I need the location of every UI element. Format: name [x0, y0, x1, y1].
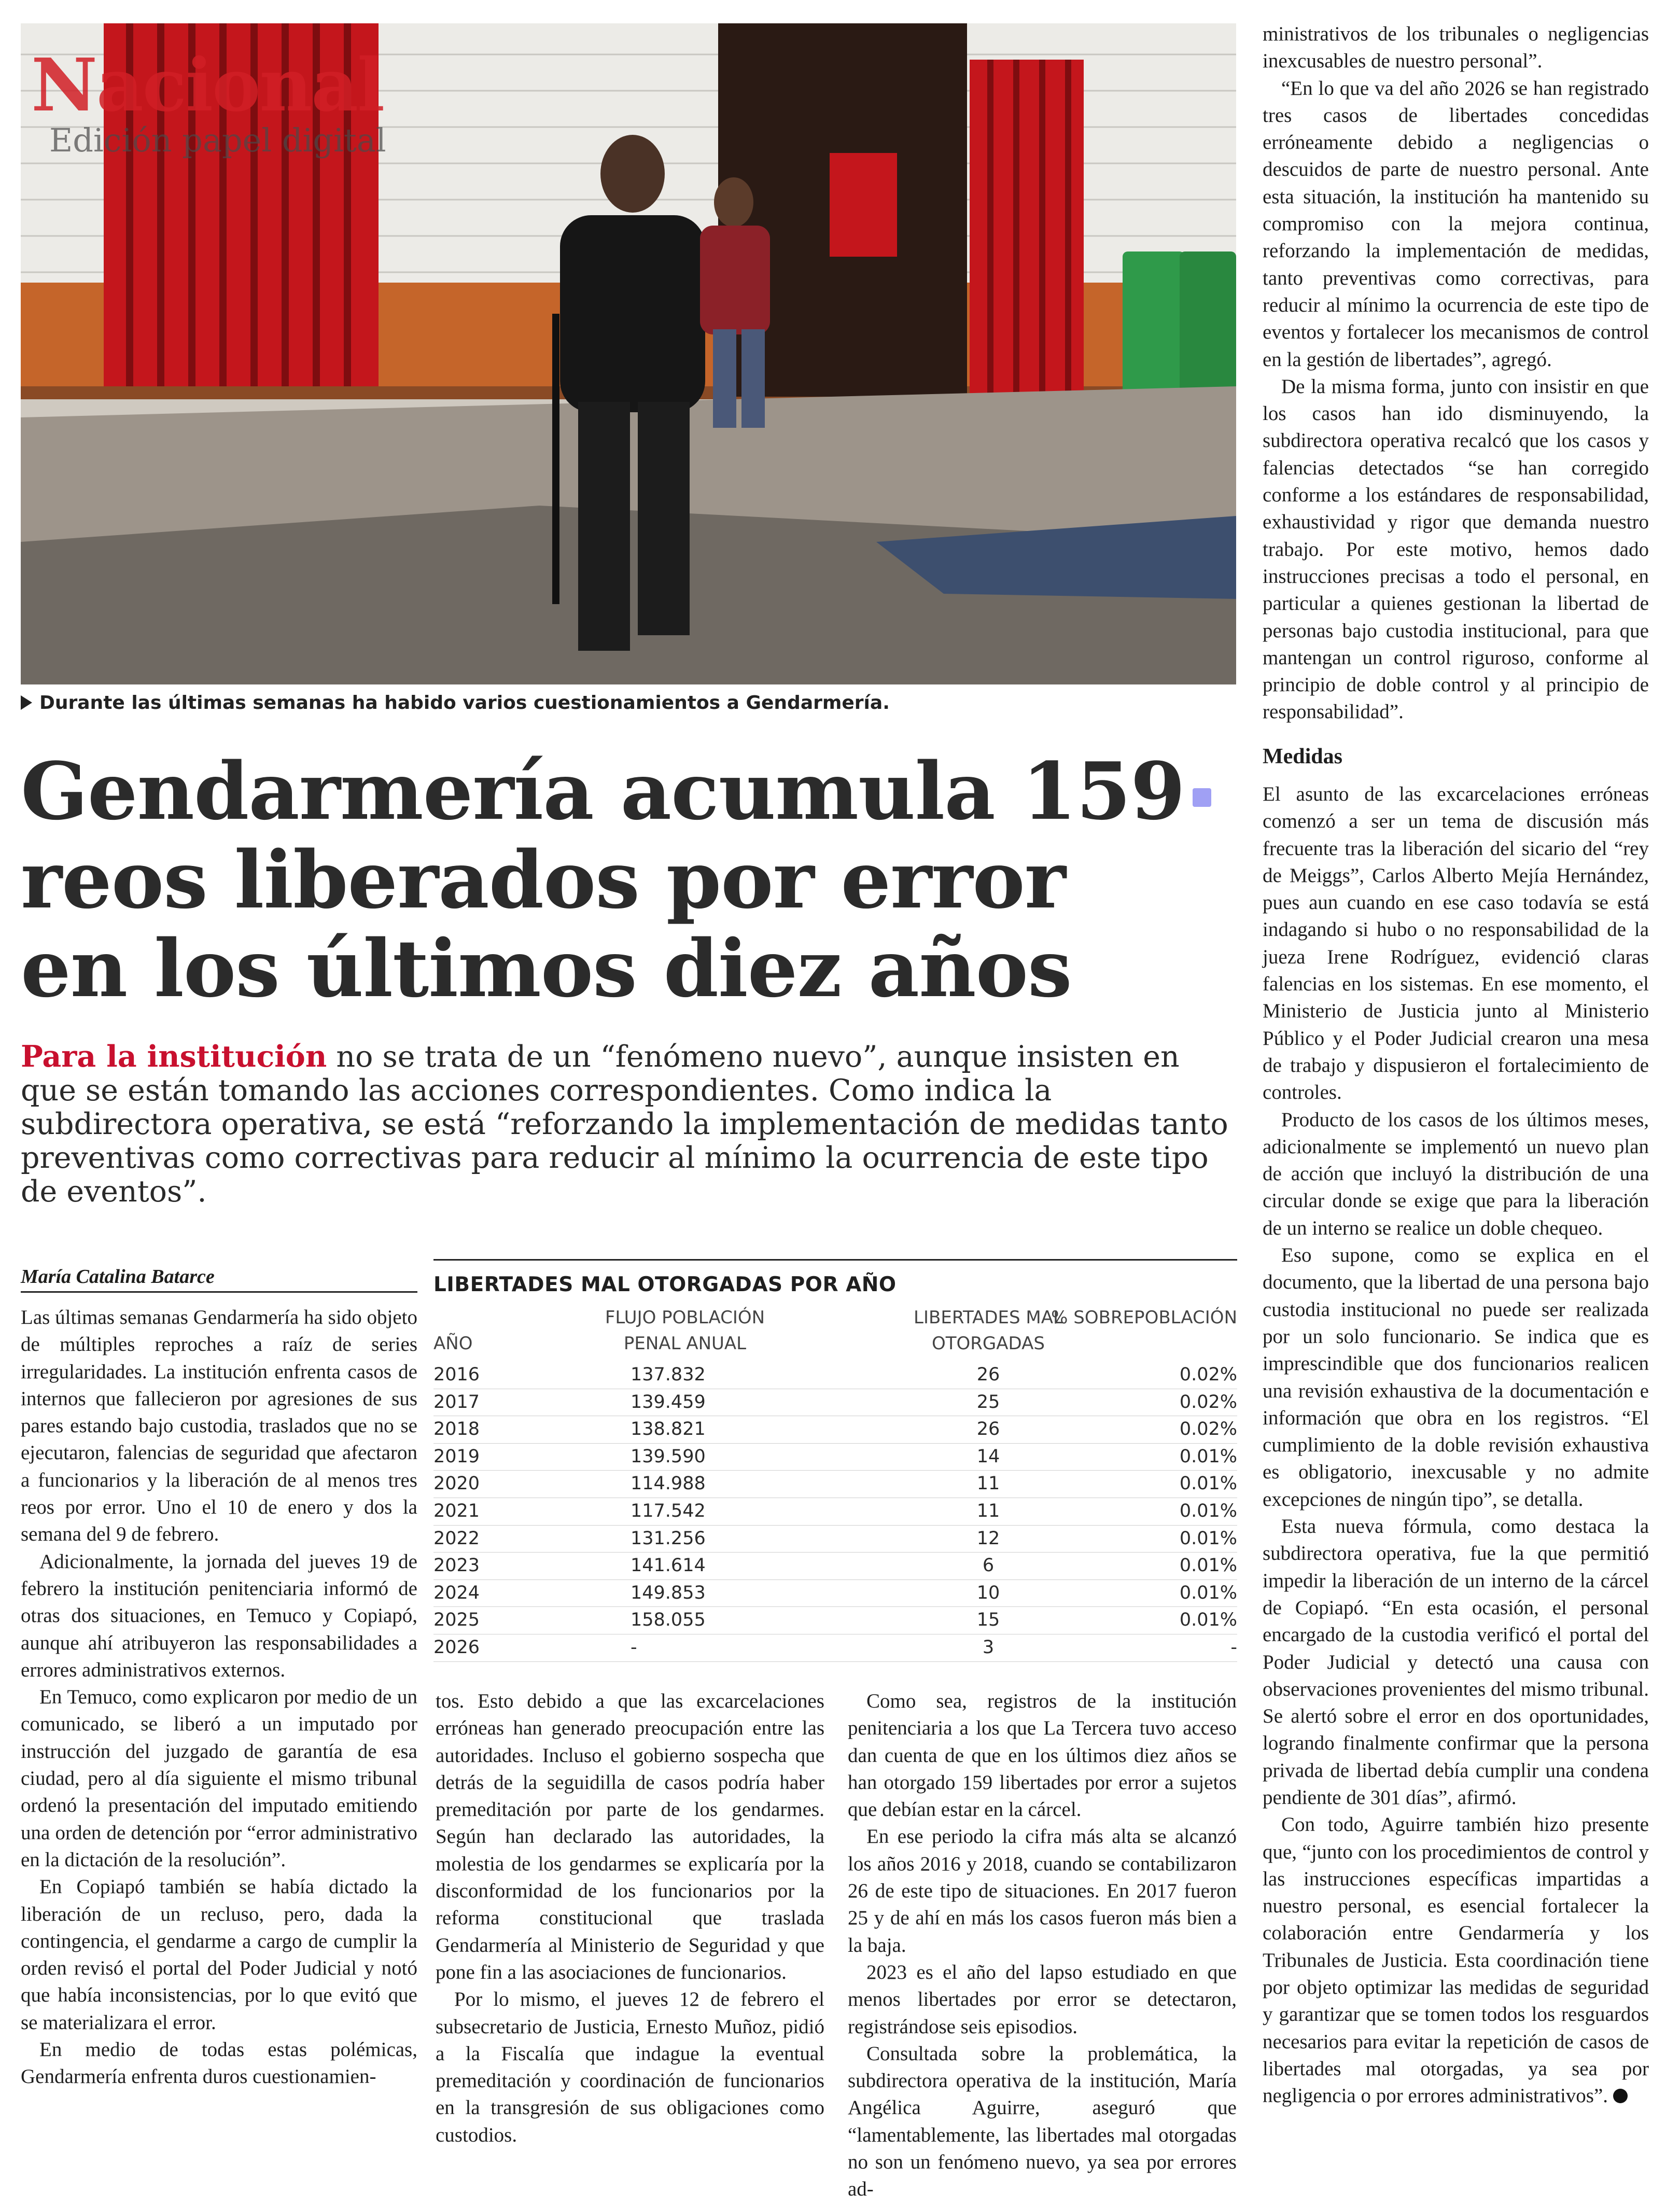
paragraph: Consultada sobre la problemática, la subdirectora operativa de la institución, María Angélica Aguirre, aseguró que “lamentablemente, las libertades mal otorgadas no son un fenómeno nuevo, ya sea por errores ad-	[848, 2042, 1237, 2201]
cell-year: 2017	[433, 1391, 480, 1413]
cell-year: 2018	[433, 1419, 480, 1440]
table-title: LIBERTADES MAL OTORGADAS POR AÑO	[433, 1273, 897, 1296]
cell-percent: 0.02%	[1179, 1364, 1237, 1385]
table-row	[433, 1553, 1237, 1580]
cell-year: 2024	[433, 1582, 480, 1603]
cell-libertades: 15	[976, 1610, 1000, 1631]
cell-year: 2019	[433, 1446, 480, 1467]
edition-label: Edición papel digital	[49, 121, 386, 159]
cell-libertades: 14	[976, 1446, 1000, 1467]
cell-libertades: 26	[976, 1364, 1000, 1385]
cell-flow: 141.614	[631, 1555, 706, 1576]
paragraph: En medio de todas estas polémicas, Gendarmería enfrenta duros cuestionamien-	[21, 2038, 417, 2088]
table-row	[433, 1634, 1237, 1662]
header-pct: % SOBREPOBLACIÓN	[1051, 1307, 1237, 1328]
paragraph: En Copiapó también se había dictado la liberación de un recluso, pero, dada la contingencia, el gendarme a cargo de cumplir la orden revisó el portal del Poder Judicial y notó que había inconsistencias, por lo que evitó que se materializara el error.	[21, 1876, 417, 2034]
paragraph: “En lo que va del año 2026 se han registrado tres casos de libertades concedidas erróneamente debido a negligencias o descuidos de parte de nuestro personal. Ante esta situación, la institución ha mantenido su compromiso con la mejora continua, reforzando la implementación de medidas, tanto preventivas como correctivas, para reducir al mínimo la ocurrencia de este tipo de eventos y fortalecer los mecanismos de control en la gestión de libertades”, agregó.	[1263, 77, 1649, 371]
cell-percent: 0.01%	[1179, 1500, 1237, 1521]
paragraph: Eso supone, como se explica en el documento, que la libertad de una persona bajo custodia institucional no puede ser realizada por un solo funcionario. Se indica que es imprescindible que dos funcionarios realicen una revisión exhaustiva de la documentación e información que obra en los registros. “El cumplimiento de la doble revisión exhaustiva es obligatorio, inexcusable y no admite excepciones de ningún tipo”, se detalla.	[1263, 1244, 1649, 1511]
paragraph: ministrativos de los tribunales o negligencias inexcusables de nuestro personal”.	[1263, 23, 1649, 73]
header-flow-1: FLUJO POBLACIÓN	[605, 1307, 765, 1328]
table-row	[433, 1607, 1237, 1634]
paragraph: Como sea, registros de la institución penitenciaria a los que La Tercera tuvo acceso dan cuenta de que en los últimos diez años se han otorgado 159 libertades por error a sujetos que debían estar en la cárcel.	[848, 1690, 1237, 1821]
cell-flow: 137.832	[631, 1364, 706, 1385]
caption-triangle-icon	[21, 695, 32, 710]
cell-year: 2016	[433, 1364, 480, 1385]
header-lib-2: OTORGADAS	[932, 1333, 1045, 1354]
cell-percent: 0.01%	[1179, 1473, 1237, 1494]
paragraph: En ese periodo la cifra más alta se alcanzó los años 2016 y 2018, cuando se contabilizaron 26 de este tipo de situaciones. En 2017 fueron 25 y de ahí en más los casos fueron más bien a la baja.	[848, 1825, 1237, 1956]
cell-flow: 138.821	[631, 1419, 706, 1440]
paragraph: Las últimas semanas Gendarmería ha sido objeto de múltiples reproches a raíz de series irregularidades. La institución enfrenta casos de internos que fallecieron por agresiones de sus pares estando bajo custodia, traslados que no se ejecutaron, falencias de seguridad que afectaron a funcionarios y la liberación de al menos tres reos por error. Uno el 10 de enero y dos la semana del 9 de febrero.	[21, 1306, 417, 1546]
table-row	[433, 1471, 1237, 1498]
paragraph: El asunto de las excarcelaciones erróneas comenzó a ser un tema de discusión más frecuente tras la liberación del sicario del “rey de Meiggs”, Carlos Alberto Mejía Hernández, pues aun cuando en ese caso todavía se está indagando si hubo o no responsabilidad de la jueza Irene Rodríguez, evidenció claras falencias en los sistemas. En ese momento, el Ministerio de Justicia junto al Ministerio Público y el Poder Judicial crearon una mesa de trabajo y dispusieron el fortalecimiento de controles.	[1263, 783, 1649, 1104]
table-row	[433, 1498, 1237, 1526]
table-row	[433, 1389, 1237, 1417]
cell-libertades: 26	[976, 1419, 1000, 1440]
header-flow-2: PENAL ANUAL	[623, 1333, 747, 1354]
end-of-article-icon	[1613, 2089, 1628, 2103]
paragraph: Producto de los casos de los últimos meses, adicionalmente se implementó un nuevo plan de acción que incluyó la distribución de una circular donde se exige que para la liberación de un interno se realice un doble chequeo.	[1263, 1108, 1649, 1239]
cell-year: 2022	[433, 1528, 480, 1549]
cell-flow: -	[631, 1637, 637, 1658]
table-body	[433, 1362, 1237, 1662]
cell-year: 2025	[433, 1610, 480, 1631]
cell-percent: 0.01%	[1179, 1555, 1237, 1576]
section-title: Nacional	[31, 43, 384, 128]
header-year: AÑO	[433, 1333, 473, 1354]
table-row	[433, 1416, 1237, 1444]
header-lib-1: LIBERTADES MAL	[914, 1307, 1063, 1328]
cell-percent: 0.01%	[1179, 1610, 1237, 1631]
paragraph: Por lo mismo, el jueves 12 de febrero el subsecretario de Justicia, Ernesto Muñoz, pidió a la Fiscalía que indague la eventual premeditación y coordinación de funcionarios en la transgresión de sus obligaciones como custodios.	[436, 1988, 824, 2146]
cell-libertades: 3	[982, 1637, 995, 1658]
table-header	[433, 1305, 1237, 1362]
annotation-note-icon[interactable]	[1193, 788, 1211, 807]
cell-libertades: 11	[976, 1473, 1000, 1494]
cell-flow: 117.542	[631, 1500, 706, 1521]
cell-percent: 0.01%	[1179, 1446, 1237, 1467]
body-column-1	[21, 1304, 417, 2091]
cell-percent: 0.02%	[1179, 1391, 1237, 1413]
cell-year: 2026	[433, 1637, 480, 1658]
cell-percent: -	[1230, 1637, 1237, 1658]
paragraph: Esta nueva fórmula, como destaca la subdirectora operativa, fue la que permitió impedir la liberación de un interno de la cárcel de Copiapó. “En esta ocasión, el personal encargado de la custodia verificó el portal del Poder Judicial y detectó una causa con observaciones provenientes del mismo tribunal. Se alertó sobre el error en dos oportunidades, logrando finalmente confirmar que la persona privada de libertad debía cumplir una condena pendiente de 301 días”, afirmó.	[1263, 1515, 1649, 1809]
cell-flow: 139.459	[631, 1391, 706, 1413]
cell-flow: 139.590	[631, 1446, 706, 1467]
paragraph	[1263, 1811, 1649, 2109]
cell-flow: 158.055	[631, 1610, 706, 1631]
paragraph: De la misma forma, junto con insistir en que los casos han ido disminuyendo, la subdirectora operativa recalcó que los casos y falencias detectados “se han corregido conforme a los estándares de responsabilidad, exhaustividad y rigor que demanda nuestro trabajo. Por este motivo, hemos dado instrucciones precisas a todo el personal, en particular a quienes gestionan la libertad de personas bajo custodia institucional, para que mantengan un control riguroso, conforme al principio de doble control y al principio de responsabilidad”.	[1263, 375, 1649, 723]
table-row	[433, 1444, 1237, 1471]
table-top-rule	[433, 1259, 1237, 1261]
byline: María Catalina Batarce	[21, 1265, 417, 1293]
table-row	[433, 1526, 1237, 1553]
lede	[21, 1040, 1229, 1209]
paragraph: tos. Esto debido a que las excarcelaciones erróneas han generado preocupación entre las autoridades. Incluso el gobierno sospecha que detrás de la seguidilla de casos podría haber premeditación por parte de los gendarmes. Según han declarado las autoridades, la molestia de los gendarmes se explicaría por la disconformidad de los funcionarios por la reforma constitucional que traslada Gendarmería al Ministerio de Seguridad y que pone fin a las asociaciones de funcionarios.	[436, 1690, 824, 1983]
photo-caption	[21, 692, 1239, 714]
cell-year: 2020	[433, 1473, 480, 1494]
cell-libertades: 12	[976, 1528, 1000, 1549]
cell-flow: 149.853	[631, 1582, 706, 1603]
table-row	[433, 1362, 1237, 1389]
subhead-medidas: Medidas	[1263, 745, 1343, 768]
body-column-2	[436, 1688, 824, 2149]
last-paragraph-text: Con todo, Aguirre también hizo presente que, “junto con los procedimientos de control y las instrucciones específicas impartidas a nuestro personal, es esencial fortalecer la colaboración entre Gendarmería y los Tribunales de Justicia. Esta coordinación tiene por objeto optimizar las medidas de seguridad y garantizar que se tomen todos los resguardos necesarios para evitar la repetición de casos de libertades mal otorgadas, ya sea por negligencia o por errores administrativos”.	[1263, 1813, 1649, 2107]
headline: Gendarmería acumula 159 reos liberados por error en los últimos diez años	[21, 745, 1185, 1015]
cell-libertades: 11	[976, 1500, 1000, 1521]
cell-libertades: 10	[976, 1582, 1000, 1603]
paragraph: 2023 es el año del lapso estudiado en que menos libertades por error se detectaron, registrándose seis episodios.	[848, 1961, 1237, 2038]
cell-percent: 0.02%	[1179, 1419, 1237, 1440]
caption-text: Durante las últimas semanas ha habido varios cuestionamientos a Gendarmería.	[39, 692, 890, 714]
data-table	[433, 1259, 1237, 1662]
body-column-4-continued	[1263, 781, 1649, 2110]
lede-highlight: Para la institución	[21, 1039, 327, 1074]
paragraph: Adicionalmente, la jornada del jueves 19 de febrero la institución penitenciaria informó de otras dos situaciones, en Temuco y Copiapó, aunque ahí atribuyeron las responsabilidades a errores administrativos externos.	[21, 1550, 417, 1681]
body-column-4	[1263, 21, 1649, 726]
cell-percent: 0.01%	[1179, 1582, 1237, 1603]
cell-percent: 0.01%	[1179, 1528, 1237, 1549]
cell-libertades: 25	[976, 1391, 1000, 1413]
cell-year: 2021	[433, 1500, 480, 1521]
cell-libertades: 6	[982, 1555, 995, 1576]
table-row	[433, 1580, 1237, 1607]
body-column-3	[848, 1688, 1237, 2203]
lede-text: no se trata de un “fenómeno nuevo”, aunque insisten en que se están tomando las acciones correspondientes. Como indica la subdirectora operativa, se está “reforzando la implementación de medidas tanto preventivas como correctivas para reducir al mínimo la ocurrencia de este tipo de eventos”.	[21, 1040, 1228, 1209]
cell-flow: 114.988	[631, 1473, 706, 1494]
cell-flow: 131.256	[631, 1528, 706, 1549]
paragraph: En Temuco, como explicaron por medio de un comunicado, se liberó a un imputado por instrucción del juzgado de garantía de esa ciudad, pero al día siguiente el mismo tribunal ordenó la presentación del imputado emitiendo una orden de detención por “error administrativo en la dictación de la resolución”.	[21, 1686, 417, 1871]
cell-year: 2023	[433, 1555, 480, 1576]
